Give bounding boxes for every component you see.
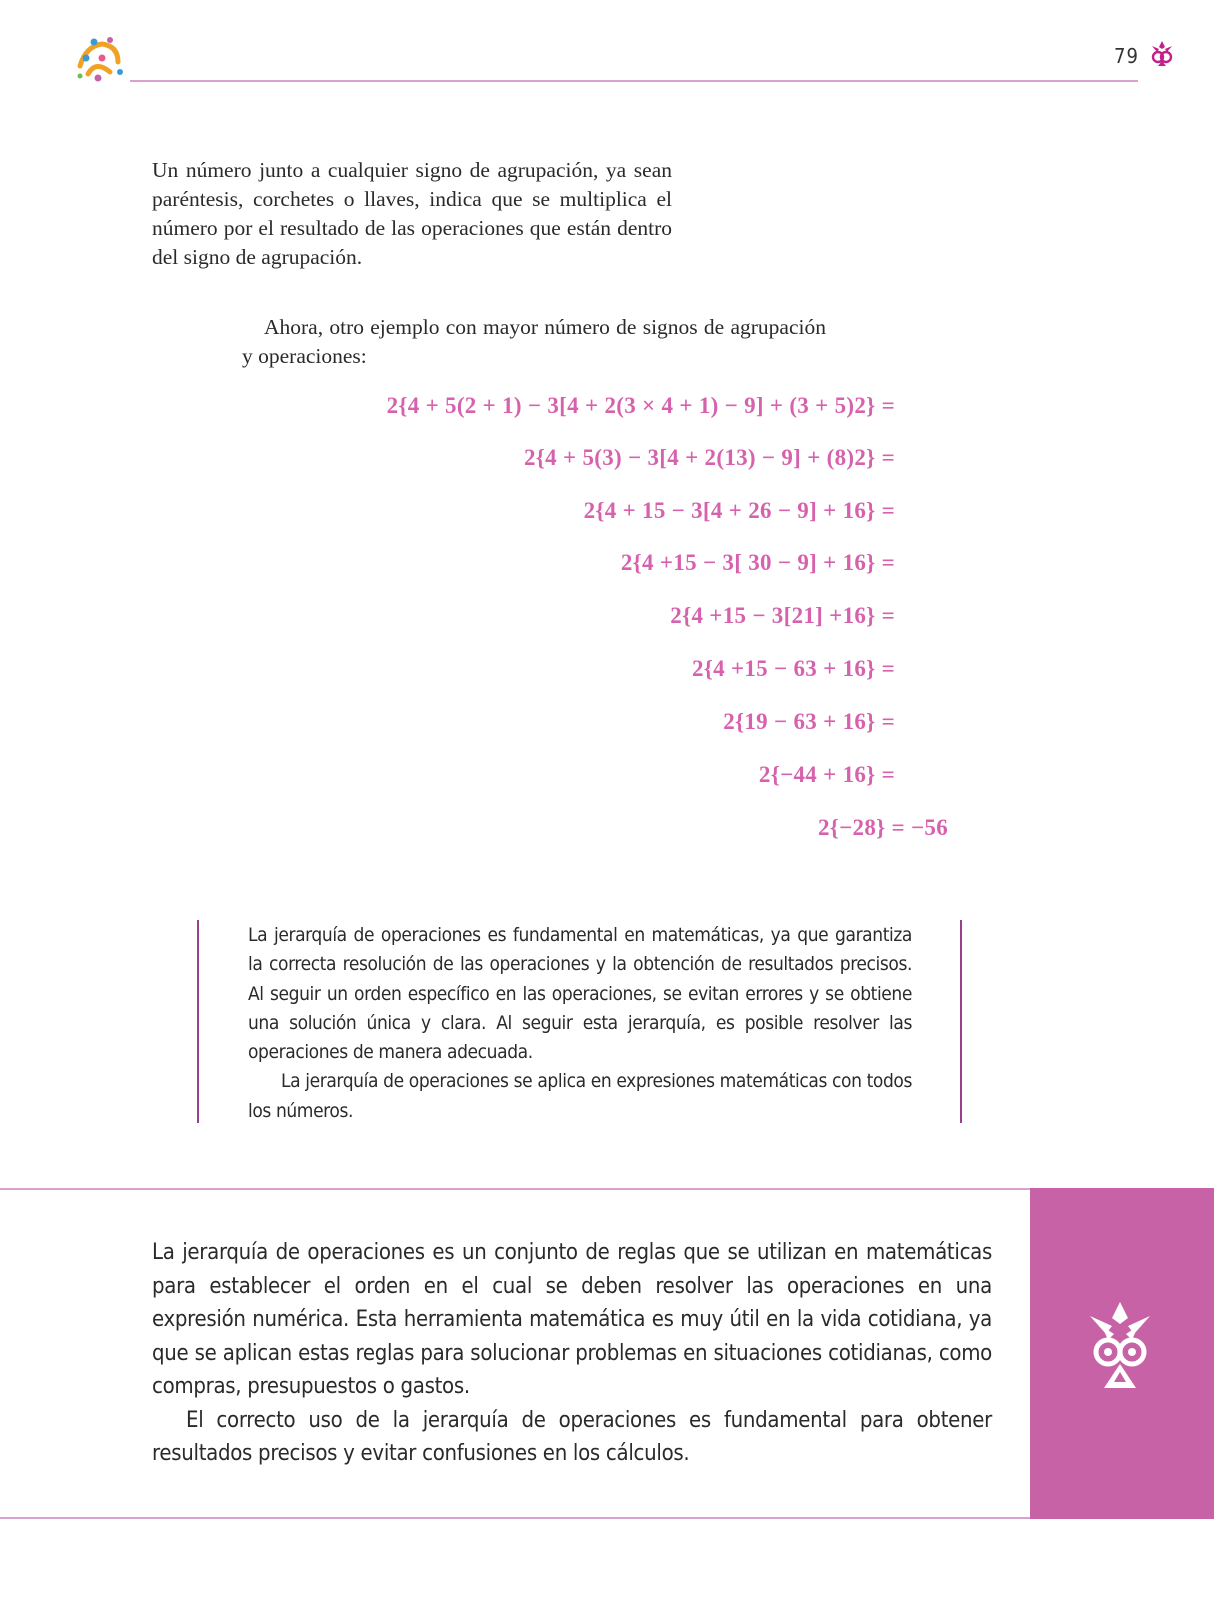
step-2: 2{4 + 5(3) − 3[4 + 2(13) − 9] + (8)2} = (524, 445, 895, 470)
colorful-dots-logo-icon (72, 32, 126, 84)
step-1: 2{4 + 5(2 + 1) − 3[4 + 2(3 × 4 + 1) − 9] + (3 + 5)2} = (386, 393, 895, 418)
definition-paragraph-1: La jerarquía de operaciones es un conjunto de reglas que se utilizan en matemáticas para establecer el orden en el cual se deben resolver las operaciones en una expresión numérica. Esta herramienta matemática es muy útil en la vida cotidiana, ya que se aplican estas reglas para solucionar problemas en situaciones cotidianas, como compras, presupuestos o gastos. (152, 1240, 992, 1399)
note-left-bar (197, 920, 199, 1123)
note-paragraph-1: La jerarquía de operaciones es fundamental en matemáticas, ya que garantiza la correcta resolución de las operaciones y la obtención de resultados precisos. Al seguir un orden específico en las operaciones, se evitan errores y se obtiene una solución única y clara. Al seguir esta jerarquía, es posible resolver las operaciones de manera adecuada. (248, 924, 912, 1064)
step-7: 2{19 − 63 + 16} = (723, 709, 895, 734)
example-lead-paragraph: Ahora, otro ejemplo con mayor número de signos de agrupación y operaciones: (242, 315, 826, 368)
pink-tree-ornament-icon (1150, 40, 1174, 68)
definition-paragraph-2: El correcto uso de la jerarquía de operaciones es fundamental para obtener resultados precisos y evitar confusiones en los cálculos. (152, 1407, 992, 1466)
step-5: 2{4 +15 − 3[21] +16} = (670, 603, 895, 628)
page-number: 79 (1114, 44, 1139, 68)
intro-paragraph: Un número junto a cualquier signo de agrupación, ya sean paréntesis, corchetes o llaves, indica que se multiplica el número por el resultado de las operaciones que están dentro del signo de agrupación. (152, 158, 672, 269)
definition-text (152, 1236, 992, 1471)
step-4: 2{4 +15 − 3[ 30 − 9] + 16} = (620, 550, 895, 575)
definition-top-rule (0, 1188, 1030, 1190)
hierarchy-note (248, 921, 912, 1126)
header-rule (130, 80, 1138, 82)
step-3: 2{4 + 15 − 3[4 + 26 − 9] + 16} = (583, 498, 895, 523)
step-8: 2{−44 + 16} = (758, 762, 895, 787)
note-paragraph-2: La jerarquía de operaciones se aplica en expresiones matemáticas con todos los números. (248, 1070, 912, 1122)
white-tree-ornament-icon (1088, 1300, 1152, 1392)
step-6: 2{4 +15 − 63 + 16} = (691, 656, 895, 681)
step-9-result: 2{−28} = −56 (817, 815, 948, 840)
note-right-bar (960, 920, 962, 1123)
